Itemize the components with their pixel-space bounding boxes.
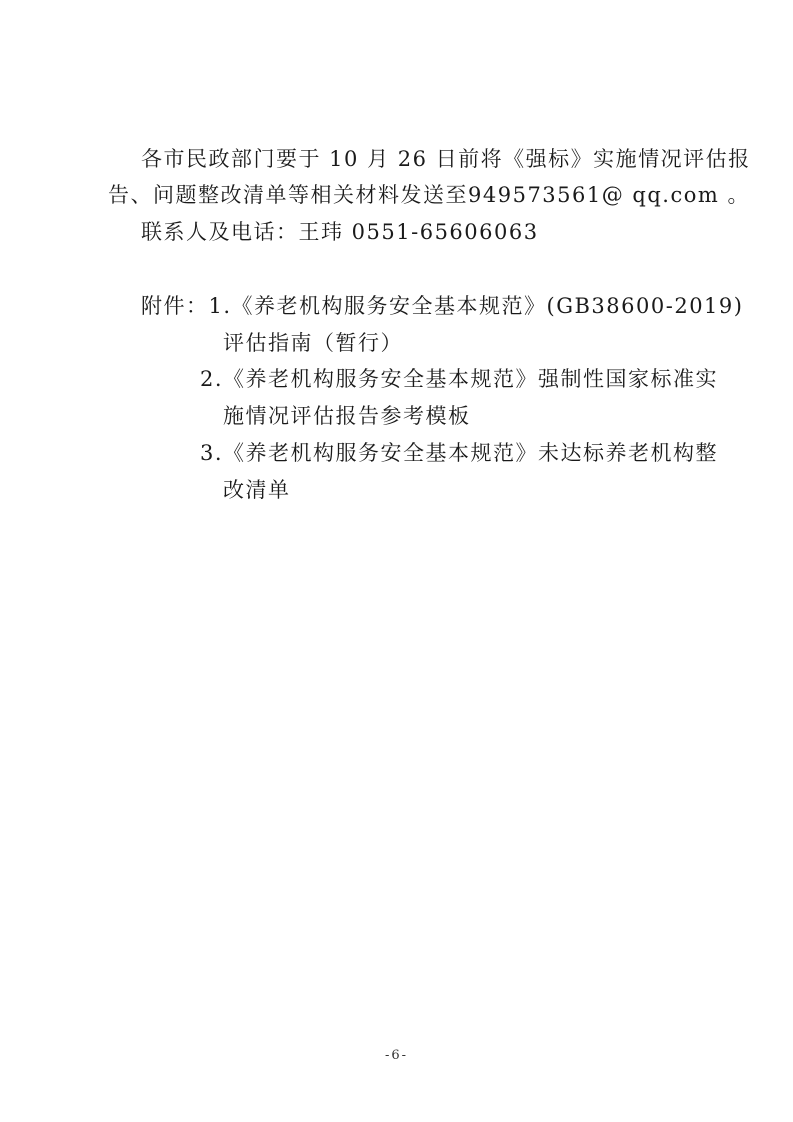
paragraph-line: 各市民政部门要于 10 月 26 日前将《强标》实施情况评估报 [141,147,751,171]
attachment-item-2-continued: 施情况评估报告参考模板 [223,404,471,428]
paragraph-line: 告、问题整改清单等相关材料发送至949573561@ qq.com 。 [108,183,750,207]
attachment-item-3: 3.《养老机构服务安全基本规范》未达标养老机构整 [200,441,719,465]
contact-line: 联系人及电话：王玮 0551-65606063 [141,220,539,244]
attachment-item-2: 2.《养老机构服务安全基本规范》强制性国家标准实 [200,367,719,391]
attachment-item-1: 附件：1.《养老机构服务安全基本规范》(GB38600-2019) [141,294,744,318]
page-number: -6- [384,1048,409,1063]
attachment-item-1-continued: 评估指南（暂行） [223,331,403,355]
attachment-item-3-continued: 改清单 [223,478,291,502]
